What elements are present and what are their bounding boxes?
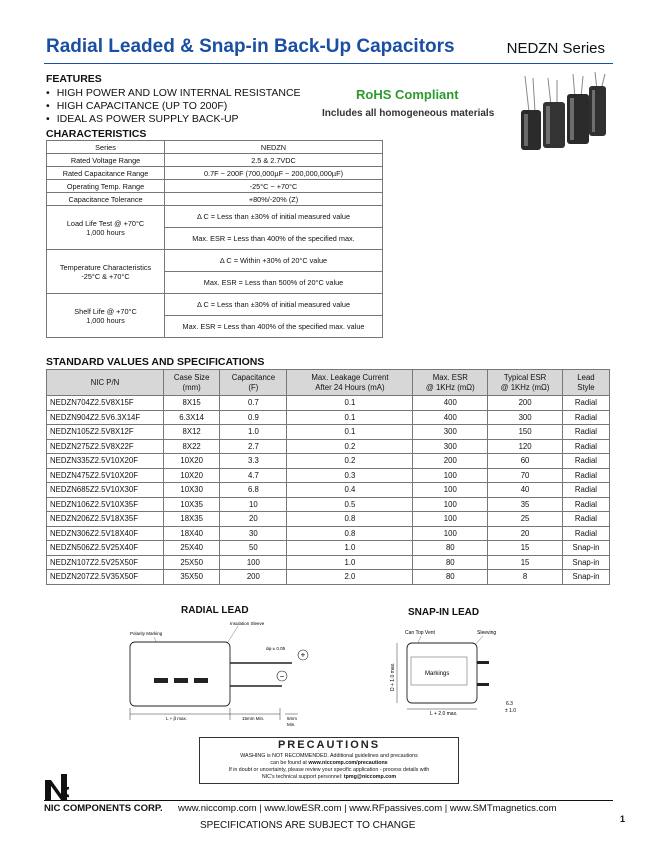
precautions-line: If in doubt or uncertainty, please review your specific application - process details with [228,767,430,773]
header-line: Lead [577,372,595,382]
header-line: Typical ESR [503,372,547,382]
table-header-row [47,370,610,396]
precautions-line [203,760,455,767]
table-cell: Radial [562,497,609,512]
capacitor-body [521,76,541,150]
table-cell: 100 [220,555,287,570]
table-cell: Radial [562,512,609,527]
table-cell: 1.0 [287,541,413,556]
char-value: -25°C ~ +70°C [165,180,383,193]
table-cell: 0.8 [287,512,413,527]
precautions-line: WASHING is NOT RECOMMENDED. Additional guidelines and precautions [240,753,418,759]
temp-char-label: Temperature Characteristics [59,262,152,272]
radial-capacitor-body [130,642,230,706]
part-number-cell: NEDZN206Z2.5V18X35F [47,512,164,527]
table-cell: 2.0 [287,570,413,585]
table-cell: 10X20 [164,468,220,483]
shelf-life-label: Shelf Life @ +70°C [74,306,137,316]
table-cell: 100 [413,483,488,498]
series-label: NEDZN Series [506,40,605,57]
table-header-cell [562,370,609,396]
table-cell: 10X20 [164,454,220,469]
part-number-cell: NEDZN105Z2.5V8X12F [47,425,164,440]
table-cell: 0.3 [287,468,413,483]
table-cell: Snap-in [562,570,609,585]
header-line: Capacitance [231,372,276,382]
table-cell: 200 [488,396,563,411]
table-row [47,410,610,425]
table-cell: 25 [488,512,563,527]
spec-change-notice: SPECIFICATIONS ARE SUBJECT TO CHANGE [200,820,416,831]
footer-links[interactable]: www.niccomp.com | www.lowESR.com | www.RFpassives.com | www.SMTmagnetics.com [178,803,557,814]
sleeving-label: Sleeving [477,630,497,636]
table-header-cell [287,370,413,396]
table-row [47,154,383,167]
header-line: After 24 Hours (mA) [315,382,385,392]
char-label [47,206,165,250]
table-row [47,141,383,154]
part-number-cell: NEDZN335Z2.5V10X20F [47,454,164,469]
header-line: Style [577,382,595,392]
table-cell: Radial [562,526,609,541]
radial-length-label: L + β max. [166,716,188,721]
characteristics-heading: CHARACTERISTICS [46,128,147,140]
table-header-cell [220,370,287,396]
table-row [47,497,610,512]
table-cell: 4.7 [220,468,287,483]
table-cell: 0.2 [287,454,413,469]
table-row [47,439,610,454]
table-cell: 25X40 [164,541,220,556]
table-cell: 20 [220,512,287,527]
char-value: NEDZN [165,141,383,154]
header-line: (F) [248,382,259,392]
table-row [47,512,610,527]
char-value: Max. ESR = Less than 400% of the specified max. [165,228,383,250]
table-cell: 40 [488,483,563,498]
part-number-cell: NEDZN704Z2.5V8X15F [47,396,164,411]
char-value: 0.7F ~ 200F (700,000µF ~ 200,000,000µF) [165,167,383,180]
snap-in-length-label: L + 2.0 max. [430,711,458,717]
table-header-cell [47,370,164,396]
page-title: Radial Leaded & Snap-in Back-Up Capacitors [46,36,455,57]
table-cell: 100 [413,526,488,541]
table-cell: 400 [413,410,488,425]
table-cell: 15 [488,555,563,570]
table-cell: 3.3 [220,454,287,469]
table-cell: 0.9 [220,410,287,425]
table-cell: 0.1 [287,396,413,411]
part-number-cell: NEDZN506Z2.5V25X40F [47,541,164,556]
table-header-cell [413,370,488,396]
table-cell: 15 [488,541,563,556]
part-number-cell: NEDZN106Z2.5V10X35F [47,497,164,512]
table-header-cell [488,370,563,396]
snap-in-lead-title: SNAP-IN LEAD [408,607,480,618]
precautions-link[interactable]: www.niccomp.com/precautions [308,760,388,766]
page-number: 1 [620,814,626,824]
features-list [46,87,301,126]
polarity-band [154,678,168,683]
table-cell: Snap-in [562,555,609,570]
char-label [47,294,165,338]
table-cell: 8X12 [164,425,220,440]
capacitor-body [589,72,606,136]
precautions-text-fragment: can be found at [270,760,309,766]
snap-in-pin [477,661,489,664]
table-cell: Snap-in [562,541,609,556]
polarity-band [194,678,208,683]
part-number-cell: NEDZN475Z2.5V10X20F [47,468,164,483]
table-cell: 50 [220,541,287,556]
header-line: Max. ESR [432,372,468,382]
table-cell: 18X35 [164,512,220,527]
char-value: Max. ESR = Less than 400% of the specified max. value [165,316,383,338]
minus-sign: − [279,672,285,681]
char-value: Δ C = Less than ±30% of initial measured value [165,294,383,316]
table-cell: 1.0 [220,425,287,440]
table-cell: 30 [220,526,287,541]
table-cell: 18X40 [164,526,220,541]
table-cell: 100 [413,468,488,483]
char-value: Max. ESR = Less than 500% of 20°C value [165,272,383,294]
table-row [47,180,383,193]
table-cell: 100 [413,497,488,512]
table-row [47,468,610,483]
company-name: NIC COMPONENTS CORP. [44,803,163,814]
char-value: Δ C = Within +30% of 20°C value [165,250,383,272]
markings-label: Markings [425,671,450,677]
plus-sign: + [300,650,306,660]
char-value: 2.5 & 2.7VDC [165,154,383,167]
table-cell: 10X30 [164,483,220,498]
characteristics-table [46,140,383,338]
table-cell: 35X50 [164,570,220,585]
table-cell: 70 [488,468,563,483]
feature-item: • HIGH CAPACITANCE (UP TO 200F) [46,100,301,113]
table-row [47,526,610,541]
table-row [47,570,610,585]
table-cell: 25X50 [164,555,220,570]
radial-lead-diagram [120,616,320,732]
temp-char-range: -25°C & +70°C [81,271,130,281]
char-label: Capacitance Tolerance [47,193,165,206]
precautions-box [199,737,459,784]
table-row [47,294,383,316]
table-cell: 300 [488,410,563,425]
char-label: Series [47,141,165,154]
snap-in-diameter-label: D + 1.0 max. [390,662,396,691]
table-cell: 8X15 [164,396,220,411]
table-row [47,483,610,498]
table-cell: 0.1 [287,425,413,440]
table-cell: 120 [488,439,563,454]
table-cell: 0.1 [287,410,413,425]
table-cell: 0.5 [287,497,413,512]
table-cell: 10 [220,497,287,512]
capacitor-photo [515,72,607,154]
table-cell: Radial [562,425,609,440]
shelf-life-hours: 1,000 hours [86,315,125,325]
table-row [47,541,610,556]
char-value: Δ C = Less than ±30% of initial measured value [165,206,383,228]
table-row [47,193,383,206]
precautions-title: PRECAUTIONS [277,739,381,751]
char-label [47,250,165,294]
table-cell: 200 [220,570,287,585]
header-line: Case Size [173,372,210,382]
part-number-cell: NEDZN107Z2.5V25X50F [47,555,164,570]
table-cell: 60 [488,454,563,469]
table-cell: 8 [488,570,563,585]
table-cell: 80 [413,570,488,585]
table-cell: 400 [413,396,488,411]
char-value: +80%/-20% (Z) [165,193,383,206]
header-line: NIC P/N [90,377,120,387]
table-cell: Radial [562,410,609,425]
char-label: Rated Capacitance Range [47,167,165,180]
nic-logo [43,774,73,800]
table-cell: 35 [488,497,563,512]
table-cell: 150 [488,425,563,440]
capacitor-body [567,74,589,144]
feature-item: • IDEAL AS POWER SUPPLY BACK-UP [46,113,301,126]
table-cell: Radial [562,396,609,411]
part-number-cell: NEDZN207Z2.5V35X50F [47,570,164,585]
footer-rule [44,800,613,801]
table-cell: Radial [562,454,609,469]
table-cell: 100 [413,512,488,527]
pin-length-label: 6.3 [506,701,513,707]
polarity-marking-label: Polarity Marking [130,631,163,636]
insulation-sleeve-label: Insulation Sleeve [230,621,265,626]
load-life-label: Load Life Test @ +70°C [66,218,145,228]
table-cell: Radial [562,439,609,454]
table-cell: 300 [413,439,488,454]
diameter-label: dφ ± 0.05 [266,646,286,651]
table-row [47,250,383,272]
precautions-email[interactable]: tpmg@niccomp.com [343,774,397,780]
table-cell: Radial [562,468,609,483]
precautions-line [203,774,455,781]
char-label: Rated Voltage Range [47,154,165,167]
polarity-band [174,678,188,683]
pin-tolerance-label: ± 1.0 [505,708,517,714]
header-line: (mm) [182,382,201,392]
precautions-text [203,753,455,781]
can-top-vent-label: Can Top Vent [405,630,435,636]
table-row [47,206,383,228]
precautions-text-fragment: NIC's technical support personnel: [261,774,344,780]
lead-spacing-label: 5mm [287,716,297,721]
features-heading: FEATURES [46,73,102,85]
table-cell: 10X35 [164,497,220,512]
char-label: Operating Temp. Range [47,180,165,193]
table-cell: 80 [413,555,488,570]
title-rule [44,63,613,64]
table-row [47,555,610,570]
table-cell: 6.8 [220,483,287,498]
table-cell: 200 [413,454,488,469]
standard-values-table [46,369,610,585]
table-cell: 0.7 [220,396,287,411]
table-row [47,425,610,440]
header-line: @ 1KHz (mΩ) [500,382,550,392]
table-row [47,167,383,180]
standard-heading: STANDARD VALUES AND SPECIFICATIONS [46,356,265,368]
table-cell: 2.7 [220,439,287,454]
part-number-cell: NEDZN685Z2.5V10X30F [47,483,164,498]
part-number-cell: NEDZN306Z2.5V18X40F [47,526,164,541]
table-row [47,396,610,411]
table-cell: 0.8 [287,526,413,541]
capacitor-body [543,78,565,148]
part-number-cell: NEDZN275Z2.5V8X22F [47,439,164,454]
table-header-cell [164,370,220,396]
header-line: @ 1KHz (mΩ) [425,382,475,392]
table-cell: 0.2 [287,439,413,454]
table-cell: Radial [562,483,609,498]
header-line: Max. Leakage Current [311,372,389,382]
snap-in-lead-diagram [385,625,525,720]
load-life-hours: 1,000 hours [86,227,125,237]
lead-spacing-min-label: Min. [287,722,296,727]
rohs-subtitle: Includes all homogeneous materials [322,108,495,119]
table-cell: 300 [413,425,488,440]
table-cell: 6.3X14 [164,410,220,425]
snap-in-pin [477,683,489,686]
table-row [47,454,610,469]
feature-item: • HIGH POWER AND LOW INTERNAL RESISTANCE [46,87,301,100]
table-cell: 20 [488,526,563,541]
rohs-title: RoHS Compliant [356,87,459,102]
lead-length-label: 15mm Min. [242,716,265,721]
table-cell: 8X22 [164,439,220,454]
table-cell: 1.0 [287,555,413,570]
radial-lead-title: RADIAL LEAD [181,605,249,616]
part-number-cell: NEDZN904Z2.5V6.3X14F [47,410,164,425]
table-cell: 0.4 [287,483,413,498]
table-cell: 80 [413,541,488,556]
